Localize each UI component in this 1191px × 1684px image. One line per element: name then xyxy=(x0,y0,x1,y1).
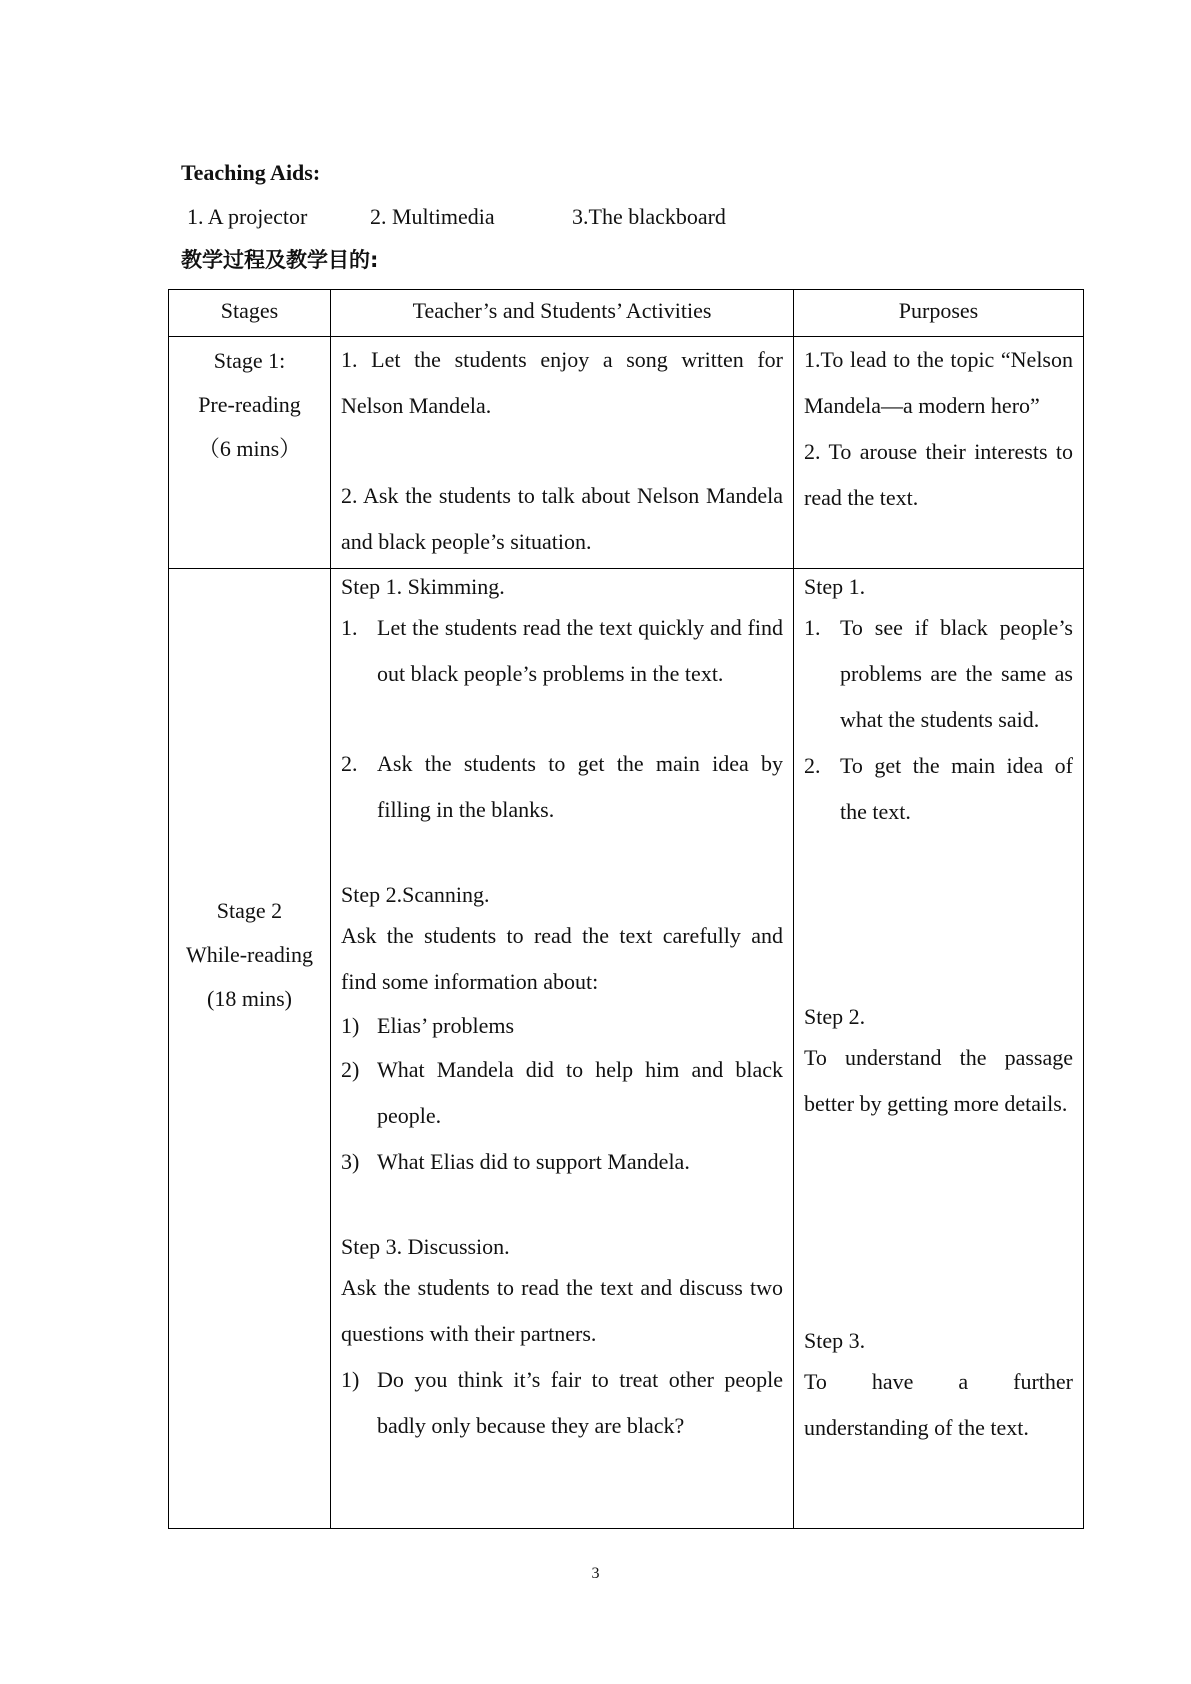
step-1-title: Step 1. Skimming. xyxy=(341,574,505,599)
stage-2-purposes xyxy=(794,569,1084,1529)
header-stages: Stages xyxy=(169,290,331,337)
table-header-row xyxy=(169,290,1084,337)
list-item: 2) What Mandela did to help him and black people. xyxy=(341,1057,783,1128)
purpose-step-2-text: To understand the passage better by getting more details. xyxy=(804,1045,1073,1116)
teaching-aid-item: 2. Multimedia xyxy=(370,204,495,229)
stage-2-label: Stage 2 xyxy=(216,897,283,923)
purpose-step-3-text: To have a further understanding of the text. xyxy=(804,1369,1073,1440)
header-activities: Teacher’s and Students’ Activities xyxy=(331,290,794,337)
teaching-process-heading: 教学过程及教学目的: xyxy=(181,248,379,272)
stage-2-cell xyxy=(169,569,331,1529)
teaching-aid-item: 3.The blackboard xyxy=(572,204,726,229)
stage-2-activities xyxy=(331,569,794,1529)
table-row-stage-2 xyxy=(169,569,1084,1529)
purpose-text: 2. To arouse their interests to read the text. xyxy=(804,439,1073,510)
list-item: 1. To see if black people’s problems are the same as what the students said. xyxy=(804,615,1073,732)
purpose-step-2-title: Step 2. xyxy=(804,1004,866,1029)
teaching-aids-heading: Teaching Aids: xyxy=(181,160,321,185)
step-2-intro: Ask the students to read the text carefully and find some information about: xyxy=(341,923,783,994)
list-item: 1. Let the students read the text quickly and find out black people’s problems in the text. xyxy=(341,615,783,686)
stage-2-duration: (18 mins) xyxy=(207,985,292,1011)
list-item: 2. Ask the students to get the main idea by filling in the blanks. xyxy=(341,751,783,822)
stage-1-activities xyxy=(331,337,794,569)
teaching-aid-item: 1. A projector xyxy=(187,204,308,229)
stage-1-name: Pre-reading xyxy=(198,392,301,417)
stage-2-name: While-reading xyxy=(185,941,314,967)
step-3-intro: Ask the students to read the text and discuss two questions with their partners. xyxy=(341,1275,783,1346)
header-purposes: Purposes xyxy=(794,290,1084,337)
stage-1-purposes xyxy=(794,337,1084,569)
stage-1-cell xyxy=(169,337,331,569)
page-number: 3 xyxy=(591,1565,600,1582)
list-item: 1) Elias’ problems xyxy=(341,1013,515,1038)
purpose-step-1-title: Step 1. xyxy=(804,574,866,599)
list-item: 3) What Elias did to support Mandela. xyxy=(341,1149,690,1174)
list-item: 2. To get the main idea of the text. xyxy=(804,753,1073,824)
step-3-title: Step 3. Discussion. xyxy=(341,1234,510,1259)
step-2-title: Step 2.Scanning. xyxy=(341,882,490,907)
purpose-text: 1.To lead to the topic “Nelson Mandela—a modern hero” xyxy=(804,347,1073,418)
purpose-step-3-title: Step 3. xyxy=(804,1328,866,1353)
list-item: 1) Do you think it’s fair to treat other people badly only because they are black? xyxy=(341,1367,783,1438)
lesson-plan-table xyxy=(168,289,1084,1529)
stage-1-label: Stage 1: xyxy=(213,348,286,373)
activity-text: 2. Ask the students to talk about Nelson Mandela and black people’s situation. xyxy=(341,483,783,554)
table-row-stage-1 xyxy=(169,337,1084,569)
activity-text: 1. Let the students enjoy a song written for Nelson Mandela. xyxy=(341,347,783,418)
stage-1-duration: （6 mins） xyxy=(197,436,302,461)
